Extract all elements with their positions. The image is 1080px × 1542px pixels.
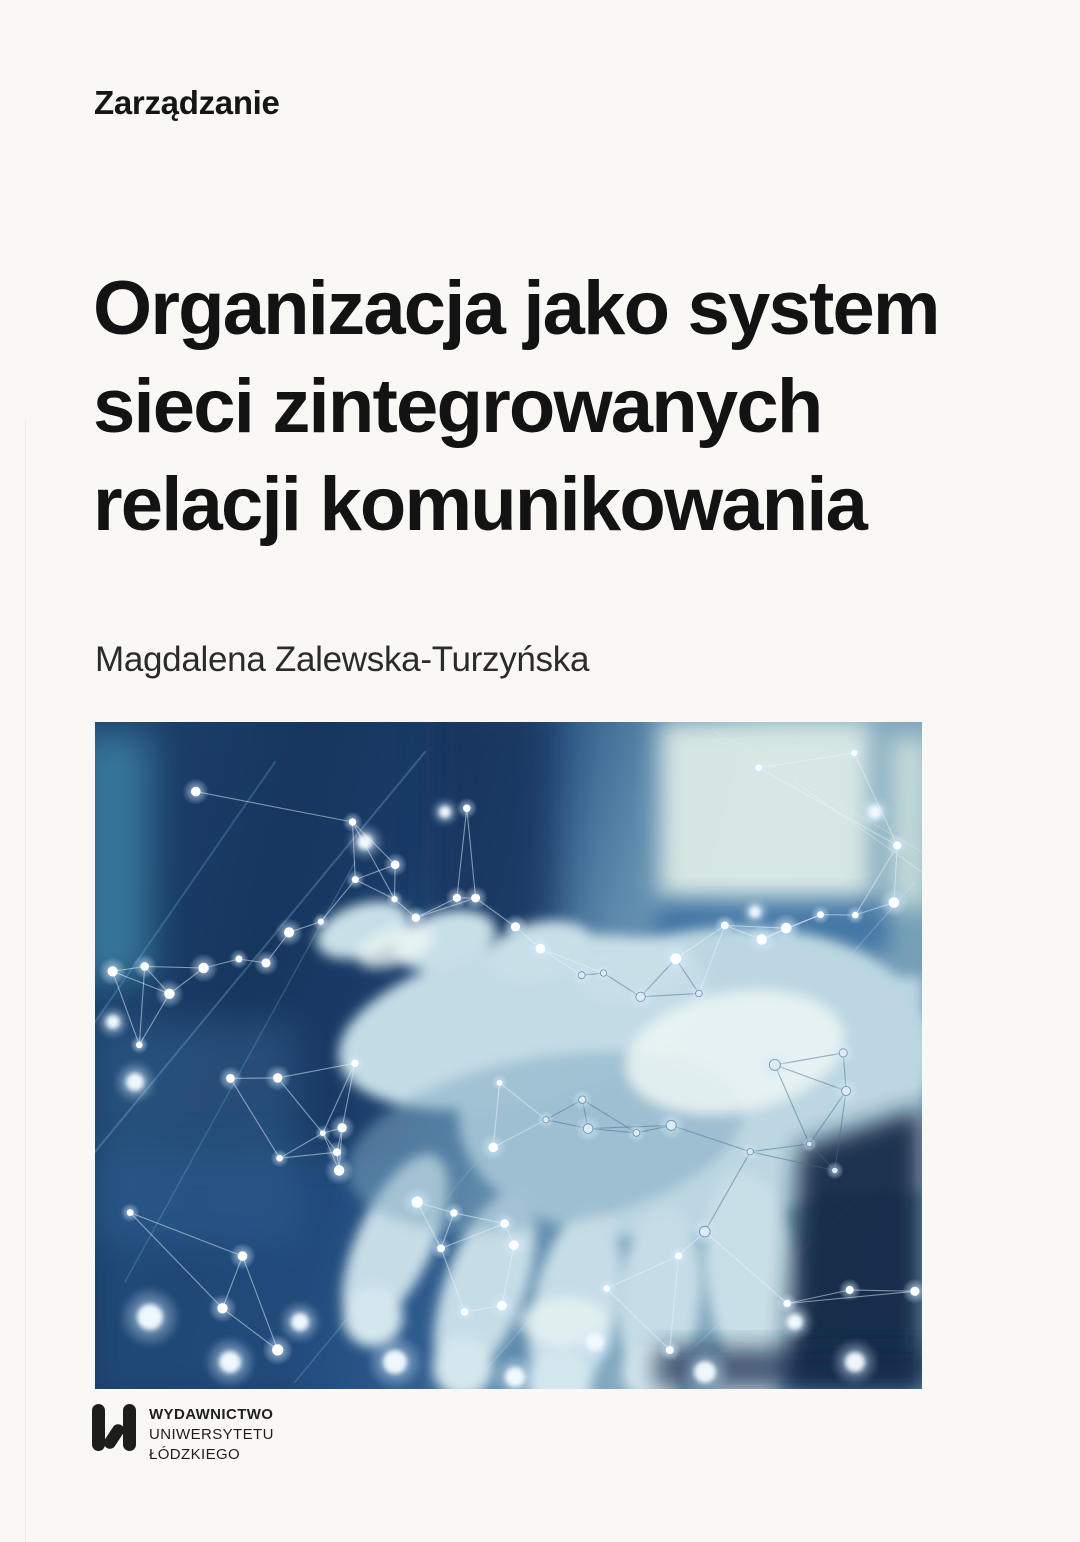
- network-hand-photo: [95, 722, 922, 1389]
- publisher-block: [92, 1404, 274, 1465]
- publisher-name-line3: ŁÓDZKIEGO: [149, 1446, 241, 1463]
- publisher-name-line2: UNIWERSYTETU: [149, 1426, 274, 1443]
- title-line-2: sieci zintegrowanych: [93, 364, 822, 449]
- publisher-name-line1: WYDAWNICTWO: [149, 1406, 274, 1423]
- cover-photo: [95, 722, 922, 1389]
- title-line-1: Organizacja jako system: [93, 266, 939, 351]
- scan-artifact-line: [25, 420, 26, 1542]
- title-line-3: relacji komunikowania: [93, 462, 867, 547]
- category-label: Zarządzanie: [94, 84, 280, 121]
- publisher-name: [149, 1404, 274, 1465]
- author-name: Magdalena Zalewska-Turzyńska: [95, 640, 590, 679]
- logo-bar-right: [123, 1404, 136, 1451]
- publisher-logo-icon: [92, 1404, 136, 1451]
- book-title: [93, 260, 939, 554]
